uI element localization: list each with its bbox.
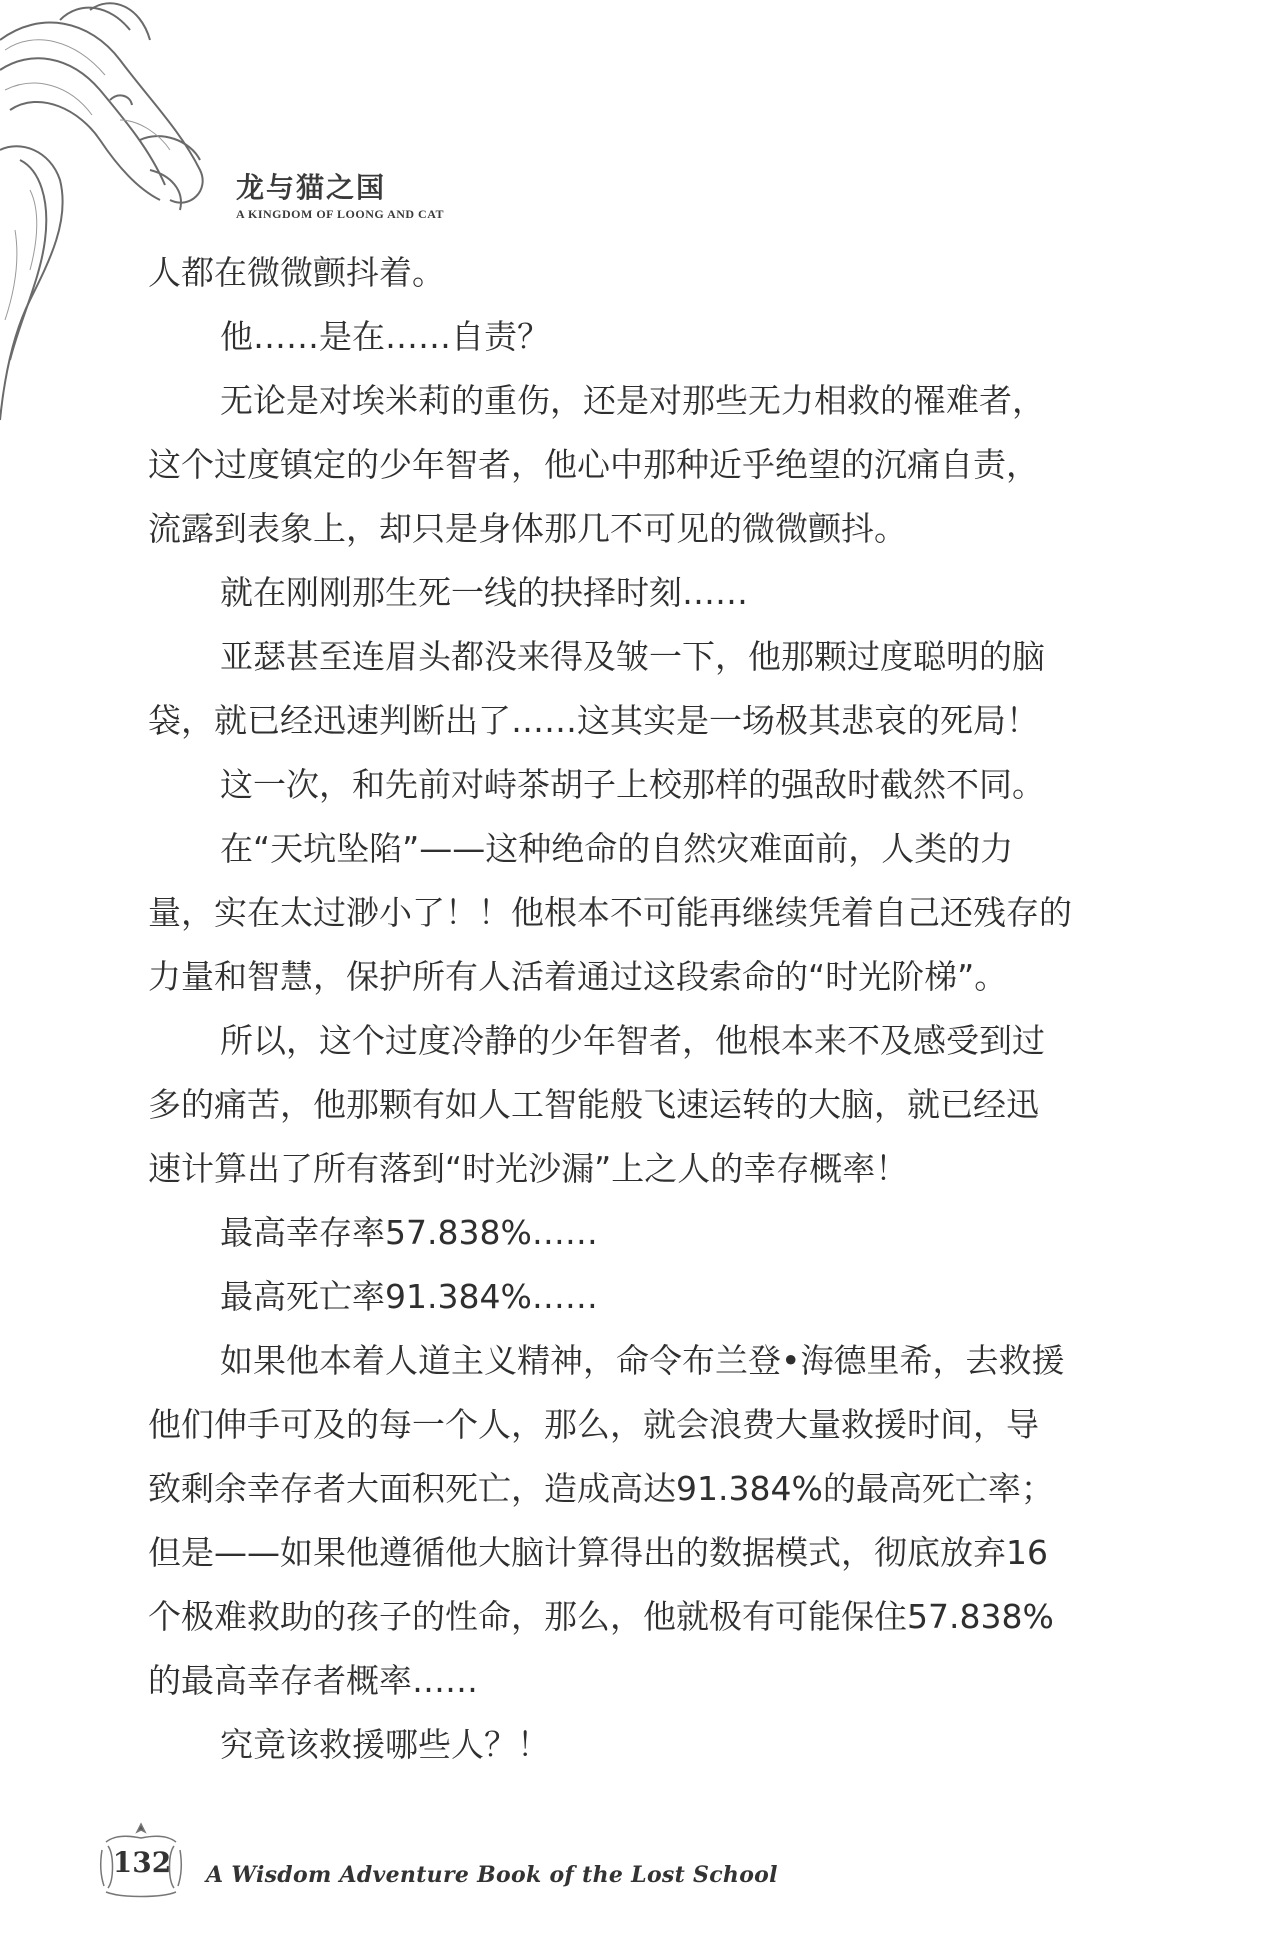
footer-book-title: A Wisdom Adventure Book of the Lost School [206,1862,778,1888]
book-title-english: A KINGDOM OF LOONG AND CAT [236,207,445,221]
paragraph-line: 他们伸手可及的每一个人，那么，就会浪费大量救援时间，导 [148,1405,1039,1444]
paragraph-line: 亚瑟甚至连眉头都没来得及皱一下，他那颗过度聪明的脑 [220,637,1045,676]
paragraph-line: 人都在微微颤抖着。 [148,253,445,292]
paragraph-line: 这个过度镇定的少年智者，他心中那种近乎绝望的沉痛自责， [148,445,1039,484]
paragraph-line: 致剩余幸存者大面积死亡，造成高达91.384%的最高死亡率； [148,1469,1054,1508]
paragraph-line: 如果他本着人道主义精神，命令布兰登•海德里希，去救援 [220,1341,1065,1380]
paragraph-line: 但是——如果他遵循他大脑计算得出的数据模式，彻底放弃16 [148,1533,1048,1572]
paragraph-line: 流露到表象上，却只是身体那几不可见的微微颤抖。 [148,509,907,548]
paragraph-line: 的最高幸存者概率…… [148,1661,478,1700]
paragraph-line: 最高幸存率57.838%…… [220,1213,598,1252]
paragraph-line: 在“天坑坠陷”——这种绝命的自然灾难面前，人类的力 [220,829,1014,868]
paragraph-line: 袋，就已经迅速判断出了……这其实是一场极其悲哀的死局！ [148,701,1039,740]
paragraph-line: 量，实在太过渺小了！！他根本不可能再继续凭着自己还残存的 [148,893,1072,932]
body-text [148,241,1148,1777]
paragraph-line: 这一次，和先前对峙茶胡子上校那样的强敌时截然不同。 [220,765,1045,804]
paragraph-line: 力量和智慧，保护所有人活着通过这段索命的“时光阶梯”。 [148,957,1008,996]
paragraph-line: 最高死亡率91.384%…… [220,1277,598,1316]
paragraph-line: 就在刚刚那生死一线的抉择时刻…… [220,573,748,612]
paragraph-line: 个极难救助的孩子的性命，那么，他就极有可能保住57.838% [148,1597,1054,1636]
paragraph-line: 所以，这个过度冷静的少年智者，他根本来不及感受到过 [220,1021,1045,1060]
book-title-chinese: 龙与猫之国 [236,171,387,204]
paragraph-line: 速计算出了所有落到“时光沙漏”上之人的幸存概率！ [148,1149,909,1188]
paragraph-line: 多的痛苦，他那颗有如人工智能般飞速运转的大脑，就已经迅 [148,1085,1039,1124]
paragraph-line: 无论是对埃米莉的重伤，还是对那些无力相救的罹难者， [220,381,1045,420]
page-number: 132 [112,1846,172,1879]
paragraph-line: 他……是在……自责？ [220,317,550,356]
paragraph-line: 究竟该救援哪些人？！ [220,1725,550,1764]
